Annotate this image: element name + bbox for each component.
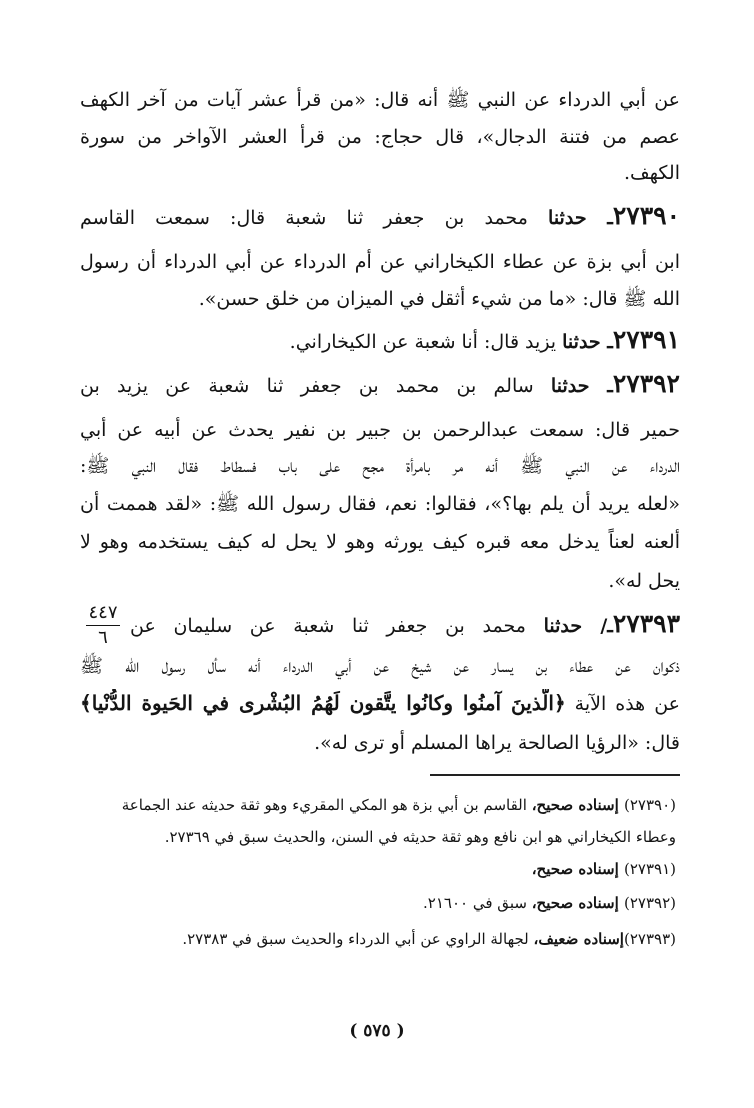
hadith-number: ٢٧٣٩٠: [612, 202, 680, 230]
hadith-27391-line: [80, 326, 680, 356]
text-line: عصم من فتنة الدجال»، قال حجاج: من قرأ العشر الآواخر من سورة: [80, 126, 680, 148]
text-line: الله ﷺ قال: «ما من شيء أثقل في الميزان من خلق حسن».: [198, 288, 680, 310]
footnote: [90, 892, 676, 914]
footnote-grading: إسناده ضعيف،: [533, 930, 624, 948]
text-span: عن هذه الآية: [565, 693, 680, 715]
text-line: الكهف.: [623, 162, 680, 184]
margin-divider: [86, 625, 120, 626]
footnote-text: لجهالة الراوي عن أبي الدرداء والحديث سبق في ٢٧٣٨٣.: [182, 930, 534, 948]
footnote: [90, 858, 676, 880]
text-line: قال: «الرؤيا الصالحة يراها المسلم أو ترى له».: [314, 732, 680, 754]
text-line: الدرداء عن النبي ﷺ أنه مر بامرأة مجح على باب فسطاط فقال النبي ﷺ:: [80, 455, 680, 477]
page-number: ( ٥٧٥ ): [349, 1021, 405, 1041]
footnote-separator: [430, 774, 680, 776]
hadith-27390-line: [80, 202, 680, 232]
hadith-27392-line: [80, 370, 680, 400]
hadith-heading: ـ حدثنا: [550, 375, 613, 397]
footnote: [90, 928, 676, 950]
hadith-text: محمد بن جعفر ثنا شعبة قال: سمعت القاسم: [80, 207, 549, 229]
text-line: ألعنه لعناً يدخل معه قبره كيف يورثه وهو لا يحل له كيف يستخدمه وهو لا: [80, 531, 680, 553]
text-line: ابن أبي بزة عن عطاء الكيخاراني عن أم الدرداء عن أبي الدرداء أن رسول: [80, 251, 680, 273]
footnote-grading: إسناده صحيح،: [531, 796, 624, 814]
footnote-number: (٢٧٣٩٠): [623, 796, 676, 814]
hadith-text: سالم بن محمد بن جعفر ثنا شعبة عن يزيد بن: [80, 375, 551, 397]
footnote-number: (٢٧٣٩١): [623, 860, 676, 878]
hadith-text: يزيد قال: أنا شعبة عن الكيخاراني.: [289, 331, 563, 353]
footnote-continuation: وعطاء الكيخاراني هو ابن نافع وهو ثقة حديثه في السنن، والحديث سبق في ٢٧٣٦٩.: [164, 828, 676, 846]
footnote: [90, 794, 676, 816]
margin-volume-page: ٤٤٧: [88, 602, 118, 623]
quran-verse: ﴿الَّذينَ آمنُوا وكانُوا يتَّقون لَهُمُ البُشْرى في الحَيوة الدُّنْيا﴾: [80, 691, 566, 715]
hadith-text: محمد بن جعفر ثنا شعبة عن سليمان عن: [130, 615, 544, 637]
hadith-heading: ـ حدثنا: [562, 331, 613, 353]
hadith-number: ٢٧٣٩٢: [612, 370, 680, 398]
margin-reference: [82, 602, 124, 649]
footnote-grading: إسناده صحيح،: [531, 860, 624, 878]
hadith-27393-line: [130, 610, 680, 640]
text-line: ذكوان عن عطاء بن يسار عن شيخ عن أبي الدرداء أنه سأل رسول الله ﷺ: [80, 655, 680, 677]
text-line: عن أبي الدرداء عن النبي ﷺ أنه قال: «من قرأ عشر آيات من آخر الكهف: [80, 89, 680, 111]
hadith-number: ٢٧٣٩١: [612, 326, 680, 354]
margin-part: ٦: [98, 627, 108, 648]
hadith-heading: ـ حدثنا: [548, 207, 613, 229]
footnote-grading: إسناده صحيح،: [531, 894, 624, 912]
hadith-number: ٢٧٣٩٣: [612, 610, 680, 638]
text-line: يحل له».: [608, 570, 680, 592]
quran-verse-line: [80, 689, 680, 718]
footnote-text: سبق في ٢١٦٠٠.: [423, 894, 532, 912]
footnote-text: القاسم بن أبي بزة هو المكي المقريء وهو ثقة حديثه عند الجماعة: [121, 796, 532, 814]
footnote-number: (٢٧٣٩٢): [623, 894, 676, 912]
text-line: «لعله يريد أن يلم بها؟»، فقالوا: نعم، فقال رسول الله ﷺ: «لقد هممت أن: [80, 493, 680, 515]
footnote-number: (٢٧٣٩٣): [623, 930, 676, 948]
text-line: حمير قال: سمعت عبدالرحمن بن جبير بن نفير يحدث عن أبيه عن أبي: [80, 419, 680, 441]
hadith-heading: ـ/ حدثنا: [543, 615, 613, 637]
